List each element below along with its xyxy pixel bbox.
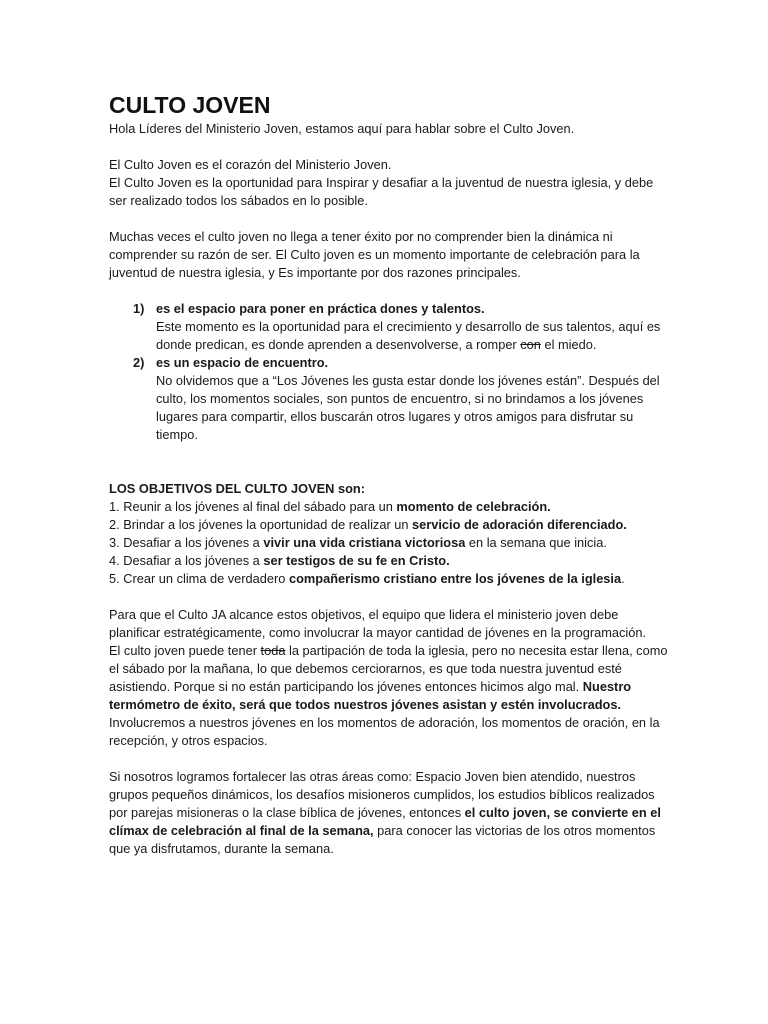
success-thermometer-text: Nuestro termómetro de éxito, será que todos nuestros jóvenes asistan y estén involucrados. (109, 679, 632, 712)
opportunity-statement: El Culto Joven es la oportunidad para Inspirar y desafiar a la juventud de nuestra iglesia, y debe ser realizado todos los sábados en lo posible. (109, 175, 654, 208)
climax-text: el culto joven, se convierte en el clímax de celebración al final de la semana, (109, 805, 661, 838)
reason-heading: es un espacio de encuentro. (156, 355, 329, 370)
reason-body: Este momento es la oportunidad para el crecimiento y desarrollo de sus talentos, aquí es donde predican, es donde aprenden a desenvolverse, a romper con el miedo. (156, 319, 661, 352)
strikethrough-text: toda (260, 643, 286, 658)
reason-item-2 (133, 354, 669, 444)
reason-item-1 (133, 300, 669, 354)
reason-heading: es el espacio para poner en práctica dones y talentos. (156, 301, 485, 316)
list-item: 2. Brindar a los jóvenes la oportunidad de realizar un servicio de adoración diferenciado. (109, 517, 627, 532)
list-item: 5. Crear un clima de verdadero compañerismo cristiano entre los jóvenes de la iglesia. (109, 571, 625, 586)
list-item: 4. Desafiar a los jóvenes a ser testigos de su fe en Cristo. (109, 553, 450, 568)
planning-paragraph: Para que el Culto JA alcance estos objetivos, el equipo que lidera el ministerio joven debe planificar estratégicamente, como involucrar la mayor cantidad de jóvenes en la programación. (109, 607, 647, 640)
list-item: 1. Reunir a los jóvenes al final del sábado para un momento de celebración. (109, 499, 551, 514)
heart-statement: El Culto Joven es el corazón del Ministerio Joven. (109, 157, 392, 172)
list-item: 3. Desafiar a los jóvenes a vivir una vida cristiana victoriosa en la semana que inicia. (109, 535, 607, 550)
document-page (109, 92, 669, 858)
reason-number: 1) (133, 301, 145, 316)
document-title: CULTO JOVEN (109, 92, 271, 118)
reasons-intro-paragraph: Muchas veces el culto joven no llega a tener éxito por no comprender bien la dinámica ni comprender su razón de ser. El Culto joven es un momento importante de celebración para la juventud de nuestra iglesia, y Es importante por dos razones principales. (109, 229, 640, 280)
strikethrough-text: con (520, 337, 541, 352)
intro-paragraph: Hola Líderes del Ministerio Joven, estamos aquí para hablar sobre el Culto Joven. (109, 121, 575, 136)
objectives-heading: LOS OBJETIVOS DEL CULTO JOVEN son: (109, 481, 365, 496)
reason-body: No olvidemos que a “Los Jóvenes les gusta estar donde los jóvenes están”. Después del culto, los momentos sociales, son puntos de encuentro, si no brindamos a los jóvenes lugares para compartir, ellos buscarán otros lugares y otros amigos para disfrutar su tiempo. (156, 373, 660, 442)
reason-number: 2) (133, 355, 145, 370)
objectives-list (109, 498, 669, 588)
closing-paragraph: Si nosotros logramos fortalecer las otras áreas como: Espacio Joven bien atendido, nuestros grupos pequeños dinámicos, los desafíos misioneros cumplidos, los estudios bíblicos realizados por parejas misioneras o la clase bíblica de jóvenes, entonces el culto joven, se convierte en el clímax de celebración al final de la semana, para conocer las victorias de los otros momentos que ya disfrutamos, durante la semana. (109, 769, 661, 856)
participation-paragraph: El culto joven puede tener toda la partipación de toda la iglesia, pero no necesita estar llena, como el sábado por la mañana, lo que debemos cerciorarnos, es que toda nuestra juventud esté asistiendo. Porque si no están participando los jóvenes entonces hicimos algo mal. Nuestro termómetro de éxito, será que todos nuestros jóvenes asistan y estén involucrados. Involucremos a nuestros jóvenes en los momentos de adoración, los momentos de oración, en la recepción, y otros espacios. (109, 643, 668, 748)
